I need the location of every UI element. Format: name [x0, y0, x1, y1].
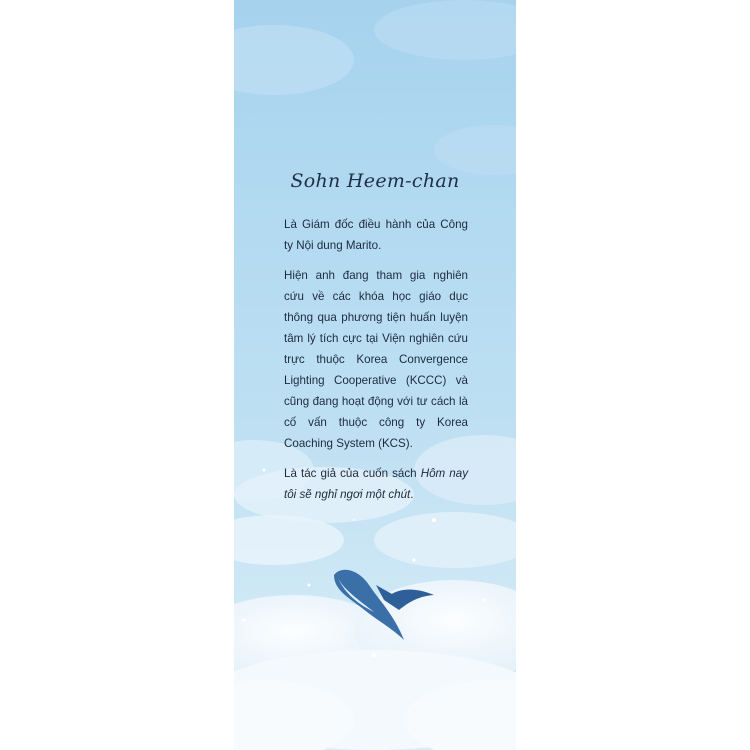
book-prefix: Là tác giả của cuốn sách — [284, 467, 421, 480]
bio-paragraph: Hiện anh đang tham gia nghiên cứu về các khóa học giáo dục thông qua phương tiện huấn luyện tâm lý tích cực tại Viện nghiên cứu trực thuộc Korea Convergence Lighting Cooperative (KCCC) và cũng đang hoạt động với tư cách là cố vấn thuộc công ty Korea Coaching System (KCS). — [284, 269, 468, 450]
bio-paragraph-book — [284, 463, 468, 505]
author-name: Sohn Heem-chan — [290, 170, 460, 192]
book-suffix: . — [410, 488, 414, 501]
book-title: Hôm nay tôi sẽ nghỉ ngơi một chút — [284, 467, 468, 501]
bookmark-panel — [234, 0, 516, 750]
bio-paragraph: Là Giám đốc điều hành của Công ty Nội dung Marito. — [284, 218, 468, 252]
author-bio — [284, 214, 468, 514]
